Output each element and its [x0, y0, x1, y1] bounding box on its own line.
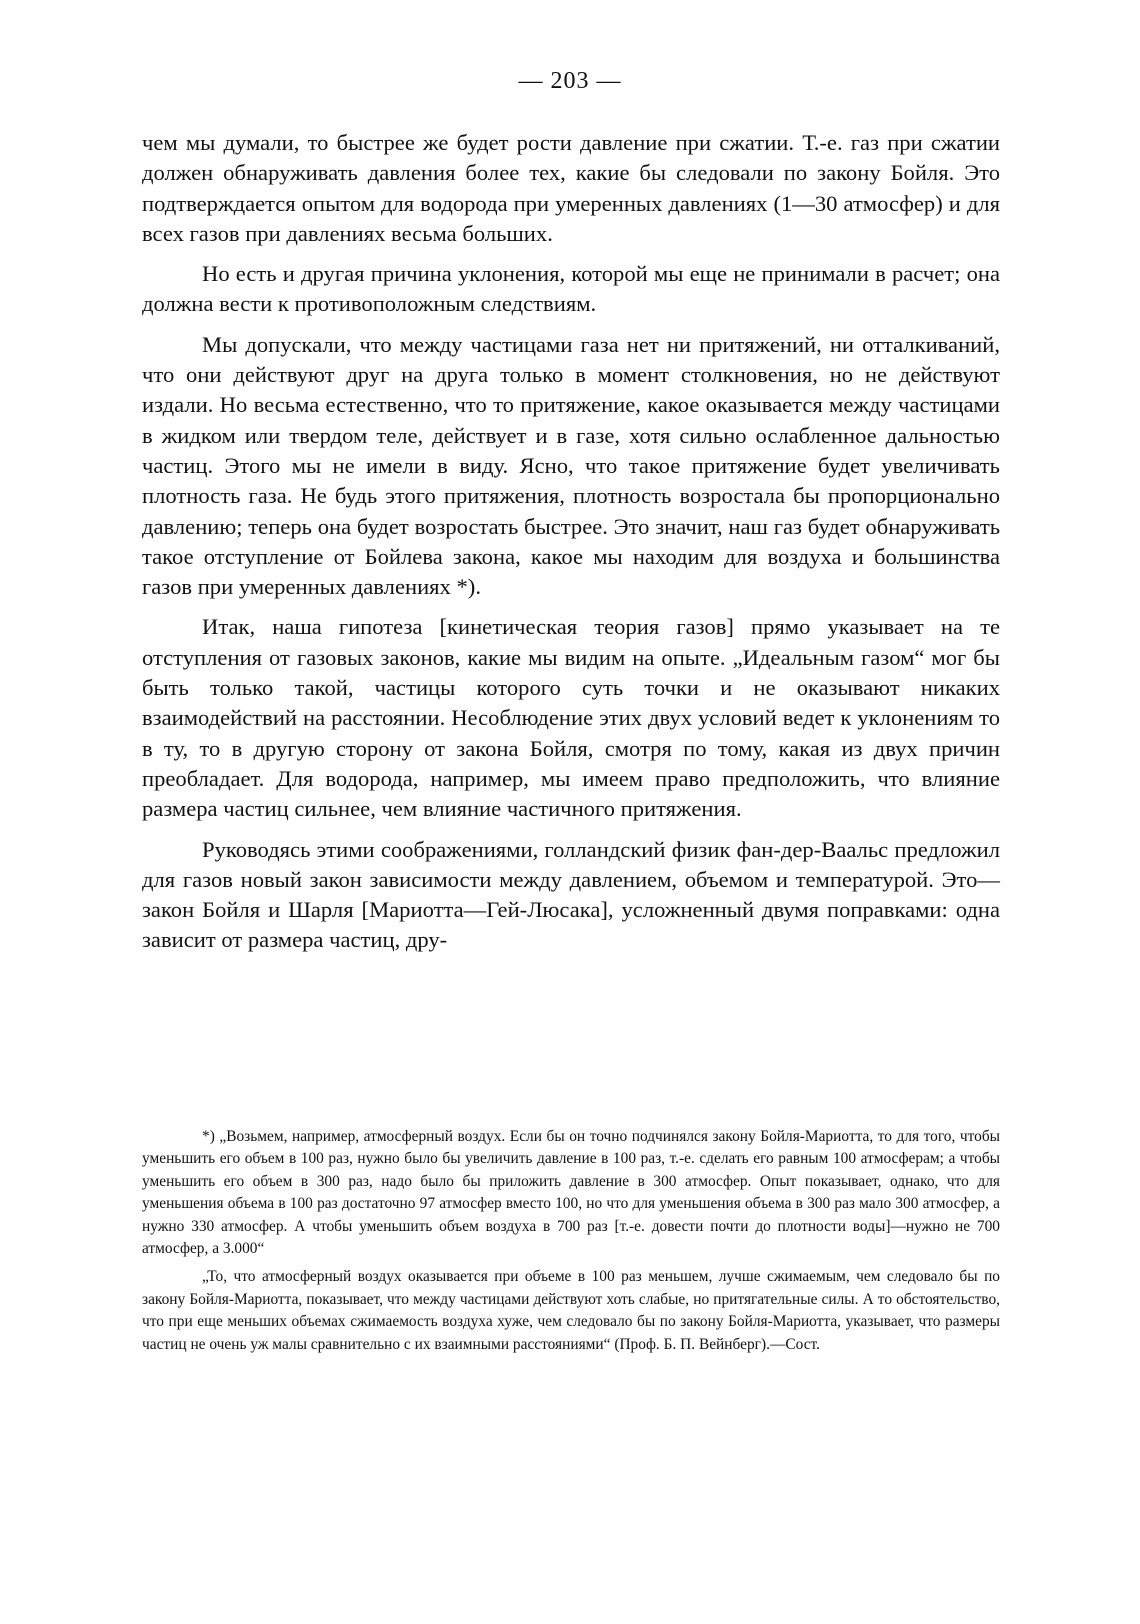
paragraph-2: Но есть и другая причина уклонения, которой мы еще не принимали в расчет; она должна вести к противоположным следствиям.	[142, 261, 1000, 317]
paragraph-1: чем мы думали, то быстрее же будет рости давление при сжатии. Т.-е. газ при сжатии должен обнаруживать давления более тех, какие бы следовали по закону Бойля. Это подтверждается опытом для водорода при умеренных давлениях (1—30 атмосфер) и для всех газов при давлениях весьма больших.	[142, 130, 1000, 246]
footnote-1: *) „Возьмем, например, атмосферный воздух. Если бы он точно подчинялся закону Бойля-Мариотта, то для того, чтобы уменьшить его объем в 100 раз, нужно было бы увеличить давление в 100 раз, т.-е. сделать его равным 100 атмосферам; а чтобы уменьшить его объем в 300 раз, надо было бы приложить давление в 300 атмосфер. Опыт показывает, однако, что для уменьшения объема в 100 раз достаточно 97 атмосфер вместо 100, но что для уменьшения объема в 300 раз мало 300 атмосфер, а нужно 330 атмосфер. А чтобы уменьшить объем воздуха в 700 раз [т.-е. довести почти до плотности воды]—нужно не 700 атмосфер, а 3.000“	[142, 1128, 1000, 1258]
page-number: — 203 —	[518, 68, 622, 94]
paragraph-3: Мы допускали, что между частицами газа нет ни притяжений, ни отталкиваний, что они действуют друг на друга только в момент столкновения, но не действуют издали. Но весьма естественно, что то притяжение, какое оказывается между частицами в жидком или твердом теле, действует и в газе, хотя сильно ослабленное дальностью частиц. Этого мы не имели в виду. Ясно, что такое притяжение будет увеличивать плотность газа. Не будь этого притяжения, плотность возростала бы пропорционально давлению; теперь она будет возростать быстрее. Это значит, наш газ будет обнаруживать такое отступление от Бойлева закона, какое мы находим для воздуха и большинства газов при умеренных давлениях *).	[142, 331, 1000, 600]
paragraph-4: Итак, наша гипотеза [кинетическая теория газов] прямо указывает на те отступления от газовых законов, какие мы видим на опыте. „Идеальным газом“ мог бы быть только такой, частицы которого суть точки и не оказывают никаких взаимодействий на расстоянии. Несоблюдение этих двух условий ведет к уклонениям то в ту, то в другую сторону от закона Бойля, смотря по тому, какая из двух причин преобладает. Для водорода, например, мы имеем право предположить, что влияние размера частиц сильнее, чем влияние частичного притяжения.	[142, 614, 1000, 822]
main-text	[142, 128, 1000, 966]
footnote-2: „То, что атмосферный воздух оказывается при объеме в 100 раз меньшем, лучше сжимаемым, чем следовало бы по закону Бойля-Мариотта, показывает, что между частицами действуют хоть слабые, но притягательные силы. А то обстоятельство, что при еще меньших объемах сжимаемость воздуха хуже, чем следовало бы по закону Бойля-Мариотта, указывает, что размеры частиц не очень уж малы сравнительно с их взаимными расстояниями“ (Проф. Б. П. Вейнберг).—Сост.	[142, 1268, 1000, 1353]
footnotes	[142, 1126, 1000, 1362]
paragraph-5: Руководясь этими соображениями, голландский физик фан-дер-Ваальс предложил для газов новый закон зависимости между давлением, объемом и температурой. Это—закон Бойля и Шарля [Мариотта—Гей-Люсака], усложненный двумя поправками: одна зависит от размера частиц, дру-	[142, 836, 1000, 953]
